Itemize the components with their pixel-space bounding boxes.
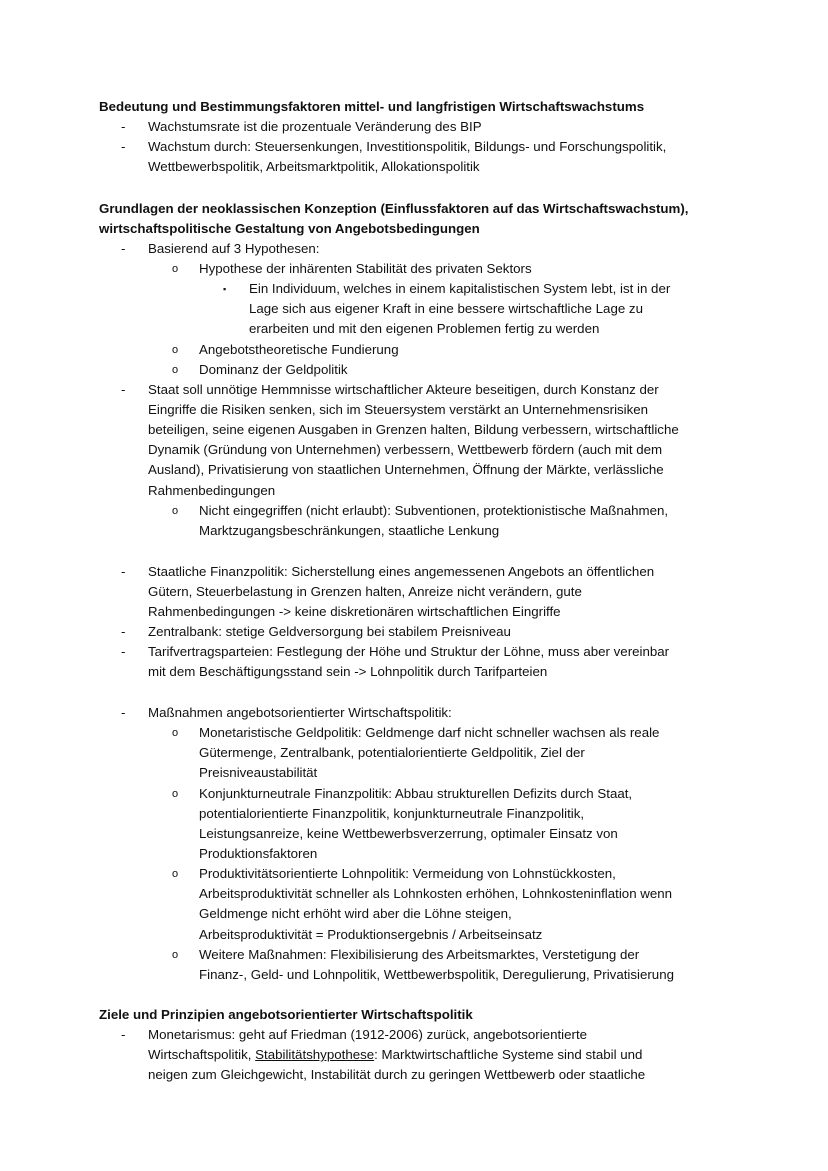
text-line: Basierend auf 3 Hypothesen: (148, 241, 320, 256)
text-line: Staat soll unnötige Hemmnisse wirtschaftlicher Akteure beseitigen, durch Konstanz der (148, 382, 659, 397)
text-line: Rahmenbedingungen (148, 483, 276, 498)
bullet-dash: - (121, 705, 126, 720)
text-line: Hypothese der inhärenten Stabilität des privaten Sektors (199, 261, 532, 276)
text-line: Marktzugangsbeschränkungen, staatliche Lenkung (199, 523, 500, 538)
bullet-circle: o (172, 364, 179, 376)
bullet-dash: - (121, 644, 126, 659)
text-run: : Marktwirtschaftliche Systeme sind stabil und (374, 1047, 643, 1062)
bullet-square: ▪ (223, 284, 227, 294)
text-line: Finanz-, Geld- und Lohnpolitik, Wettbewerbspolitik, Deregulierung, Privatisierung (199, 967, 674, 982)
text-line: beteiligen, seine eigenen Ausgaben in Grenzen halten, Bildung verbessern, wirtschaftliche (148, 422, 679, 437)
underlined-term: Stabilitätshypothese (255, 1047, 375, 1062)
text-line: erarbeiten und mit den eigenen Problemen fertig zu werden (249, 321, 600, 336)
text-line: Maßnahmen angebotsorientierter Wirtschaftspolitik: (148, 705, 452, 720)
text-line: Gütern, Steuerbelastung in Grenzen halten, Anreize nicht verändern, gute (148, 584, 582, 599)
bullet-circle: o (172, 344, 179, 356)
text-line: Zentralbank: stetige Geldversorgung bei stabilem Preisniveau (148, 624, 511, 639)
text-line (148, 1045, 642, 1065)
bullet-dash: - (121, 564, 126, 579)
text-line: Dynamik (Gründung von Unternehmen) verbessern, Wettbewerb fördern (auch mit dem (148, 442, 663, 457)
section-heading: wirtschaftspolitische Gestaltung von Angebotsbedingungen (99, 221, 480, 236)
text-line: Rahmenbedingungen -> keine diskretionären wirtschaftlichen Eingriffe (148, 604, 561, 619)
text-run: Wirtschaftspolitik, (148, 1047, 256, 1062)
text-line: Leistungsanreize, keine Wettbewerbsverzerrung, optimaler Einsatz von (199, 826, 618, 841)
bullet-circle: o (172, 868, 179, 880)
bullet-dash: - (121, 624, 126, 639)
bullet-circle: o (172, 949, 179, 961)
section-heading: Grundlagen der neoklassischen Konzeption (Einflussfaktoren auf das Wirtschaftswachstum), (99, 201, 689, 216)
bullet-dash: - (121, 139, 126, 154)
text-line: Weitere Maßnahmen: Flexibilisierung des Arbeitsmarktes, Verstetigung der (199, 947, 640, 962)
text-line: Monetarismus: geht auf Friedman (1912-2006) zurück, angebotsorientierte (148, 1027, 588, 1042)
text-line: Angebotstheoretische Fundierung (199, 342, 399, 357)
bullet-circle: o (172, 505, 179, 517)
text-line: Ausland), Privatisierung von staatlichen Unternehmen, Öffnung der Märkte, verlässliche (148, 462, 664, 477)
text-line: Eingriffe die Risiken senken, sich im Steuersystem verstärkt an Unternehmensrisiken (148, 402, 649, 417)
text-line: Monetaristische Geldpolitik: Geldmenge darf nicht schneller wachsen als reale (199, 725, 660, 740)
text-line: Wettbewerbspolitik, Arbeitsmarktpolitik, Allokationspolitik (148, 159, 480, 174)
text-line: neigen zum Gleichgewicht, Instabilität durch zu geringen Wettbewerb oder staatliche (148, 1067, 646, 1082)
section-heading: Bedeutung und Bestimmungsfaktoren mittel- und langfristigen Wirtschaftswachstums (99, 99, 645, 114)
bullet-circle: o (172, 788, 179, 800)
bullet-dash: - (121, 119, 126, 134)
section-heading: Ziele und Prinzipien angebotsorientierter Wirtschaftspolitik (99, 1007, 473, 1022)
text-line: mit dem Beschäftigungsstand sein -> Lohnpolitik durch Tarifparteien (148, 664, 548, 679)
text-line: potentialorientierte Finanzpolitik, konjunkturneutrale Finanzpolitik, (199, 806, 585, 821)
text-line: Staatliche Finanzpolitik: Sicherstellung eines angemessenen Angebots an öffentlichen (148, 564, 655, 579)
bullet-dash: - (121, 1027, 126, 1042)
text-line: Produktionsfaktoren (199, 846, 318, 861)
text-line: Wachstumsrate ist die prozentuale Veränderung des BIP (148, 119, 482, 134)
text-line: Nicht eingegriffen (nicht erlaubt): Subventionen, protektionistische Maßnahmen, (199, 503, 669, 518)
text-line: Ein Individuum, welches in einem kapitalistischen System lebt, ist in der (249, 281, 671, 296)
text-line: Tarifvertragsparteien: Festlegung der Höhe und Struktur der Löhne, muss aber vereinbar (148, 644, 670, 659)
text-line: Konjunkturneutrale Finanzpolitik: Abbau strukturellen Defizits durch Staat, (199, 786, 633, 801)
text-line: Lage sich aus eigener Kraft in eine bessere wirtschaftliche Lage zu (249, 301, 643, 316)
text-line: Gütermenge, Zentralbank, potentialorientierte Geldpolitik, Ziel der (199, 745, 585, 760)
text-line: Arbeitsproduktivität schneller als Lohnkosten erhöhen, Lohnkosteninflation wenn (199, 886, 673, 901)
text-line: Preisniveaustabilität (199, 765, 318, 780)
bullet-circle: o (172, 263, 179, 275)
text-line: Geldmenge nicht erhöht wird aber die Löhne steigen, (199, 906, 512, 921)
bullet-dash: - (121, 382, 126, 397)
text-line: Wachstum durch: Steuersenkungen, Investitionspolitik, Bildungs- und Forschungspolitik, (148, 139, 667, 154)
text-line: Produktivitätsorientierte Lohnpolitik: Vermeidung von Lohnstückkosten, (199, 866, 616, 881)
bullet-circle: o (172, 727, 179, 739)
text-line: Arbeitsproduktivität = Produktionsergebnis / Arbeitseinsatz (199, 927, 543, 942)
text-line: Dominanz der Geldpolitik (199, 362, 348, 377)
bullet-dash: - (121, 241, 126, 256)
